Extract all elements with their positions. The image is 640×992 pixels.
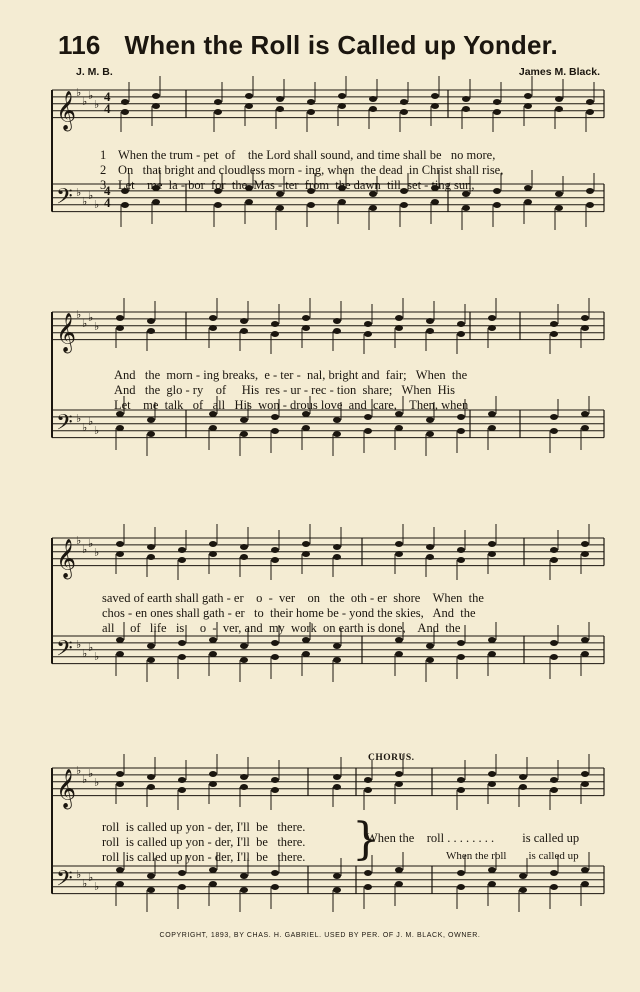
note-head — [240, 873, 248, 879]
note-head — [271, 654, 279, 660]
note-head — [364, 428, 372, 434]
note-head — [147, 643, 155, 649]
note-head — [581, 425, 589, 431]
note-head — [586, 202, 594, 208]
note-head — [550, 557, 558, 563]
note-head — [369, 96, 377, 102]
note-head — [426, 544, 434, 550]
note-head — [431, 103, 439, 109]
verse-number: 1 — [100, 148, 107, 162]
note-head — [488, 651, 496, 657]
time-signature: 4 — [104, 89, 111, 104]
note-head — [307, 202, 315, 208]
chorus-label: CHORUS. — [368, 753, 415, 763]
note-head — [426, 554, 434, 560]
note-head — [178, 787, 186, 793]
chorus-text-soprano: When the roll . . . . . . . . is called up — [366, 831, 580, 845]
note-head — [364, 331, 372, 337]
flat-icon: ♭ — [94, 547, 100, 559]
note-head — [400, 202, 408, 208]
note-head — [488, 425, 496, 431]
flat-icon: ♭ — [94, 99, 100, 111]
note-head — [302, 325, 310, 331]
note-head — [338, 103, 346, 109]
note-head — [488, 541, 496, 547]
note-head — [240, 328, 248, 334]
lyric-verse-3-line-2: Let me talk of all His won - drous love and care, Then, when — [114, 398, 469, 412]
note-head — [519, 873, 527, 879]
flat-icon: ♭ — [88, 642, 94, 654]
note-head — [431, 93, 439, 99]
note-head — [333, 643, 341, 649]
note-head — [209, 881, 217, 887]
note-head — [581, 325, 589, 331]
note-head — [209, 541, 217, 547]
note-head — [178, 884, 186, 890]
lyric-verse-2-line-2: And the glo - ry of His res - ur - rec - tion share; When His — [114, 383, 456, 397]
note-head — [581, 541, 589, 547]
note-head — [364, 414, 372, 420]
note-head — [524, 199, 532, 205]
flat-icon: ♭ — [82, 878, 88, 890]
note-head — [116, 637, 124, 643]
note-head — [147, 873, 155, 879]
note-head — [240, 643, 248, 649]
note-head — [214, 202, 222, 208]
note-head — [214, 99, 222, 105]
note-head — [550, 547, 558, 553]
treble-clef-icon: 𝄞 — [56, 90, 77, 131]
flat-icon: ♭ — [88, 190, 94, 202]
note-head — [550, 331, 558, 337]
note-head — [333, 887, 341, 893]
note-head — [333, 873, 341, 879]
flat-icon: ♭ — [88, 312, 94, 324]
note-head — [395, 637, 403, 643]
flat-icon: ♭ — [88, 538, 94, 550]
note-head — [581, 771, 589, 777]
flat-icon: ♭ — [94, 881, 100, 893]
note-head — [178, 777, 186, 783]
note-head — [240, 784, 248, 790]
treble-clef-icon: 𝄞 — [56, 768, 77, 809]
flat-icon: ♭ — [94, 199, 100, 211]
note-head — [426, 417, 434, 423]
note-head — [364, 787, 372, 793]
flat-icon: ♭ — [76, 639, 82, 651]
note-head — [493, 188, 501, 194]
note-head — [240, 431, 248, 437]
flat-icon: ♭ — [94, 651, 100, 663]
flat-icon: ♭ — [94, 321, 100, 333]
note-head — [240, 544, 248, 550]
lyric-verse-3-line-3: all of life is o - ver, and my work on earth is done, And the — [102, 621, 461, 635]
note-head — [364, 884, 372, 890]
note-head — [493, 99, 501, 105]
note-head — [333, 328, 341, 334]
flat-icon: ♭ — [76, 765, 82, 777]
note-head — [271, 414, 279, 420]
bass-clef-icon: 𝄢 — [56, 410, 73, 441]
note-head — [395, 867, 403, 873]
note-head — [488, 411, 496, 417]
note-head — [555, 205, 563, 211]
note-head — [400, 99, 408, 105]
note-head — [395, 881, 403, 887]
lyric-verse-1-line-4: roll is called up yon - der, I'll be there. — [102, 820, 306, 834]
note-head — [116, 541, 124, 547]
note-head — [209, 781, 217, 787]
hymn-title: When the Roll is Called up Yonder. — [124, 30, 558, 60]
note-head — [271, 777, 279, 783]
note-head — [488, 867, 496, 873]
note-head — [431, 199, 439, 205]
note-head — [581, 315, 589, 321]
note-head — [245, 93, 253, 99]
flat-icon: ♭ — [76, 87, 82, 99]
note-head — [581, 651, 589, 657]
note-head — [271, 557, 279, 563]
note-head — [240, 657, 248, 663]
note-head — [116, 781, 124, 787]
note-head — [152, 93, 160, 99]
flat-icon: ♭ — [88, 90, 94, 102]
note-head — [302, 315, 310, 321]
flat-icon: ♭ — [82, 648, 88, 660]
note-head — [333, 417, 341, 423]
note-head — [276, 106, 284, 112]
note-head — [209, 771, 217, 777]
note-head — [488, 771, 496, 777]
note-head — [302, 551, 310, 557]
note-head — [426, 657, 434, 663]
note-head — [457, 777, 465, 783]
words-credit: J. M. B. — [76, 66, 113, 78]
note-head — [333, 554, 341, 560]
flat-icon: ♭ — [88, 872, 94, 884]
note-head — [121, 202, 129, 208]
time-signature: 4 — [104, 195, 111, 210]
note-head — [555, 96, 563, 102]
note-head — [147, 431, 155, 437]
lyric-verse-1-line-3: saved of earth shall gath - er o - ver on the oth - er shore When the — [102, 591, 484, 605]
note-head — [457, 787, 465, 793]
note-head — [519, 887, 527, 893]
note-head — [364, 870, 372, 876]
note-head — [555, 191, 563, 197]
lyric-text: On that bright and cloudless morn - ing, when the dead in Christ shall rise, — [118, 163, 504, 177]
note-head — [240, 887, 248, 893]
note-head — [395, 651, 403, 657]
note-head — [457, 654, 465, 660]
note-head — [395, 315, 403, 321]
note-head — [245, 199, 253, 205]
note-head — [550, 777, 558, 783]
note-head — [121, 99, 129, 105]
note-head — [364, 777, 372, 783]
note-head — [364, 321, 372, 327]
note-head — [550, 787, 558, 793]
note-head — [457, 640, 465, 646]
note-head — [338, 199, 346, 205]
note-head — [116, 771, 124, 777]
note-head — [240, 554, 248, 560]
note-head — [488, 637, 496, 643]
lyric-text: When the trum - pet of the Lord shall sound, and time shall be no more, — [118, 148, 496, 162]
note-head — [276, 205, 284, 211]
flat-icon: ♭ — [76, 535, 82, 547]
note-head — [178, 640, 186, 646]
note-head — [209, 315, 217, 321]
note-head — [457, 870, 465, 876]
note-head — [147, 544, 155, 550]
note-head — [302, 651, 310, 657]
note-head — [488, 325, 496, 331]
note-head — [524, 103, 532, 109]
note-head — [524, 93, 532, 99]
note-head — [147, 328, 155, 334]
note-head — [152, 103, 160, 109]
note-head — [550, 654, 558, 660]
note-head — [581, 867, 589, 873]
note-head — [519, 774, 527, 780]
note-head — [209, 637, 217, 643]
note-head — [307, 109, 315, 115]
lyric-verse-3-line-4: roll is called up yon - der, I'll be there. — [102, 850, 306, 864]
note-head — [271, 884, 279, 890]
note-head — [462, 106, 470, 112]
lyric-verse-2-line-1 — [100, 163, 503, 177]
flat-icon: ♭ — [88, 416, 94, 428]
lyric-verse-1-line-1 — [100, 148, 495, 162]
bass-clef-icon: 𝄢 — [56, 184, 73, 215]
flat-icon: ♭ — [82, 422, 88, 434]
verse-number: 3 — [100, 178, 107, 192]
flat-icon: ♭ — [76, 413, 82, 425]
copyright-notice: COPYRIGHT, 1893, BY CHAS. H. GABRIEL. USED BY PER. OF J. M. BLACK, OWNER. — [159, 932, 481, 939]
note-head — [333, 784, 341, 790]
note-head — [400, 109, 408, 115]
note-head — [586, 109, 594, 115]
flat-icon: ♭ — [76, 187, 82, 199]
note-head — [121, 109, 129, 115]
note-head — [116, 867, 124, 873]
note-head — [147, 784, 155, 790]
note-head — [395, 771, 403, 777]
flat-icon: ♭ — [76, 869, 82, 881]
lyric-verse-2-line-4: roll is called up yon - der, I'll be there. — [102, 835, 306, 849]
note-head — [240, 417, 248, 423]
verse-brace: } — [352, 814, 380, 865]
time-signature: 4 — [104, 101, 111, 116]
note-head — [271, 640, 279, 646]
note-head — [488, 315, 496, 321]
flat-icon: ♭ — [82, 96, 88, 108]
lyric-verse-2-line-3: chos - en ones shall gath - er to their home be - yond the skies, And the — [102, 606, 476, 620]
note-head — [426, 318, 434, 324]
note-head — [271, 870, 279, 876]
note-head — [333, 544, 341, 550]
music-credit: James M. Black. — [518, 66, 600, 78]
treble-clef-icon: 𝄞 — [56, 538, 77, 579]
note-head — [457, 428, 465, 434]
note-head — [586, 99, 594, 105]
hymn-number: 116 — [58, 30, 101, 60]
note-head — [209, 425, 217, 431]
note-head — [147, 318, 155, 324]
note-head — [147, 417, 155, 423]
note-head — [302, 637, 310, 643]
note-head — [333, 774, 341, 780]
note-head — [426, 431, 434, 437]
note-head — [395, 541, 403, 547]
bass-clef-icon: 𝄢 — [56, 636, 73, 667]
note-head — [426, 328, 434, 334]
flat-icon: ♭ — [88, 768, 94, 780]
note-head — [178, 547, 186, 553]
lyric-verse-1-line-2: And the morn - ing breaks, e - ter - nal, bright and fair; When the — [114, 368, 468, 382]
note-head — [488, 781, 496, 787]
flat-icon: ♭ — [82, 196, 88, 208]
note-head — [209, 867, 217, 873]
flat-icon: ♭ — [94, 425, 100, 437]
note-head — [209, 551, 217, 557]
flat-icon: ♭ — [82, 544, 88, 556]
note-head — [550, 321, 558, 327]
note-head — [550, 428, 558, 434]
note-head — [240, 774, 248, 780]
flat-icon: ♭ — [76, 309, 82, 321]
note-head — [209, 325, 217, 331]
note-head — [457, 414, 465, 420]
note-head — [488, 881, 496, 887]
note-head — [271, 321, 279, 327]
note-head — [493, 202, 501, 208]
note-head — [178, 654, 186, 660]
note-head — [426, 643, 434, 649]
chorus-text-bass: When the roll is called up — [446, 850, 579, 862]
note-head — [493, 109, 501, 115]
note-head — [178, 557, 186, 563]
lyric-text: Let me la - bor for the Mas - ter from the dawn till set - ting sun, — [118, 178, 475, 192]
note-head — [586, 188, 594, 194]
note-head — [395, 781, 403, 787]
note-head — [488, 551, 496, 557]
note-head — [457, 547, 465, 553]
note-head — [271, 331, 279, 337]
note-head — [457, 884, 465, 890]
treble-clef-icon: 𝄞 — [56, 312, 77, 353]
note-head — [271, 787, 279, 793]
note-head — [550, 640, 558, 646]
note-head — [550, 870, 558, 876]
note-head — [116, 881, 124, 887]
note-head — [245, 103, 253, 109]
note-head — [302, 425, 310, 431]
note-head — [581, 881, 589, 887]
note-head — [524, 185, 532, 191]
note-head — [395, 325, 403, 331]
note-head — [581, 551, 589, 557]
note-head — [147, 554, 155, 560]
note-head — [116, 315, 124, 321]
note-head — [550, 884, 558, 890]
note-head — [276, 96, 284, 102]
note-head — [369, 106, 377, 112]
time-signature: 4 — [104, 183, 111, 198]
note-head — [462, 96, 470, 102]
note-head — [116, 551, 124, 557]
flat-icon: ♭ — [82, 318, 88, 330]
note-head — [338, 93, 346, 99]
note-head — [581, 637, 589, 643]
note-head — [333, 431, 341, 437]
note-head — [240, 318, 248, 324]
note-head — [209, 651, 217, 657]
note-head — [178, 870, 186, 876]
note-head — [369, 205, 377, 211]
note-head — [147, 657, 155, 663]
note-head — [302, 541, 310, 547]
note-head — [333, 657, 341, 663]
lyric-verse-3-line-1 — [100, 178, 475, 192]
note-head — [550, 414, 558, 420]
note-head — [581, 781, 589, 787]
note-head — [116, 651, 124, 657]
note-head — [395, 425, 403, 431]
note-head — [307, 99, 315, 105]
note-head — [555, 106, 563, 112]
note-head — [271, 547, 279, 553]
note-head — [147, 774, 155, 780]
note-head — [214, 109, 222, 115]
note-head — [462, 205, 470, 211]
bass-clef-icon: 𝄢 — [56, 866, 73, 897]
note-head — [116, 325, 124, 331]
note-head — [152, 199, 160, 205]
note-head — [457, 557, 465, 563]
note-head — [116, 425, 124, 431]
note-head — [271, 428, 279, 434]
note-head — [147, 887, 155, 893]
verse-number: 2 — [100, 163, 107, 177]
note-head — [395, 551, 403, 557]
note-head — [457, 331, 465, 337]
note-head — [581, 411, 589, 417]
flat-icon: ♭ — [94, 777, 100, 789]
note-head — [457, 321, 465, 327]
note-head — [333, 318, 341, 324]
note-head — [519, 784, 527, 790]
flat-icon: ♭ — [82, 774, 88, 786]
